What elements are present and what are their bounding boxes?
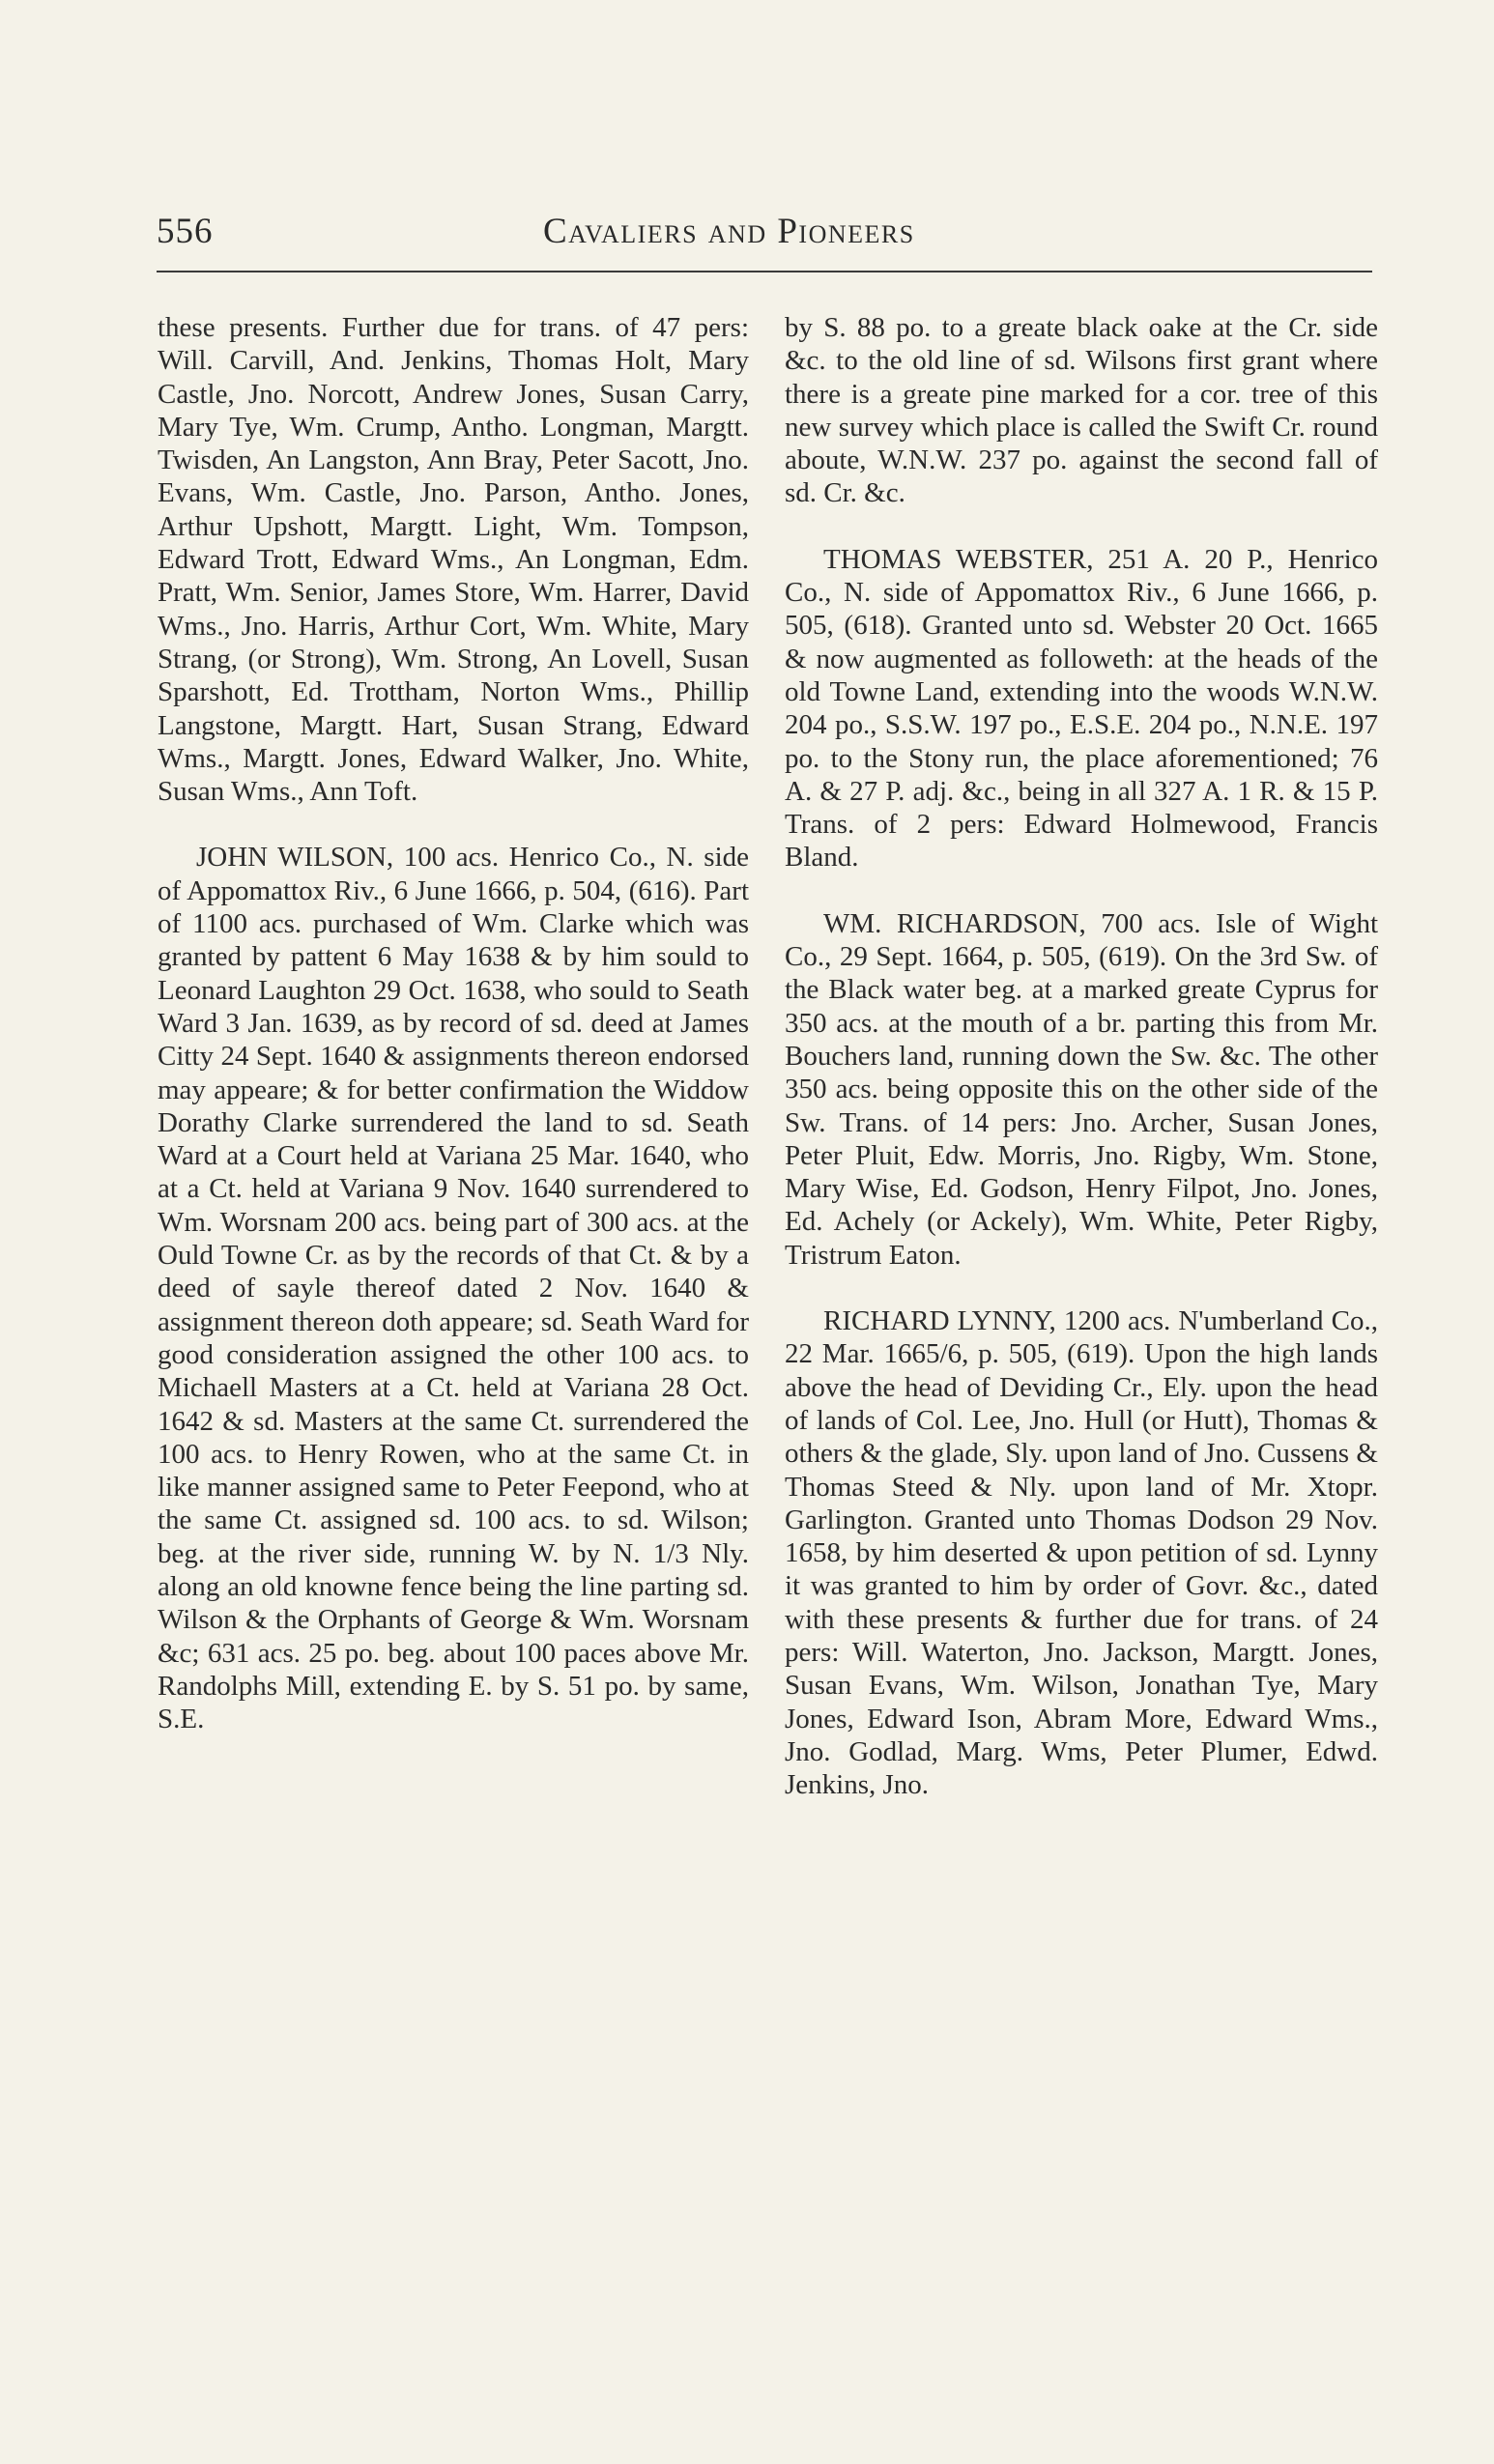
entry-richard-lynny: RICHARD LYNNY, 1200 acs. N'umberland Co., 22 Mar. 1665/6, p. 505, (619). Upon the high lands above the head of Deviding Cr., Ely. upon the head of lands of Col. Lee, Jno. Hull (or Hutt), Thomas & others & the glade, Sly. upon land of Jno. Cussens & Thomas Steed & Nly. upon land of Mr. Xtopr. Garlington. Granted unto Thomas Dodson 29 Nov. 1658, by him deserted & upon petition of sd. Lynny it was granted to him by order of Govr. &c., dated with these presents & further due for trans. of 24 pers: Will. Waterton, Jno. Jackson, Margtt. Jones, Susan Evans, Wm. Wilson, Jonathan Tye, Mary Jones, Edward Ison, Abram More, Edward Wms., Jno. Godlad, Marg. Wms, Peter Plumer, Edwd. Jenkins, Jno. [785, 1305, 1378, 1801]
entry-wm-richardson: WM. RICHARDSON, 700 acs. Isle of Wight Co., 29 Sept. 1664, p. 505, (619). On the 3rd Sw. of the Black water beg. at a marked greate Cyprus for 350 acs. at the mouth of a br. parting this from Mr. Bouchers land, running down the Sw. &c. The other 350 acs. being opposite this on the other side of the Sw. Trans. of 14 pers: Jno. Archer, Susan Jones, Peter Pluit, Edw. Morris, Jno. Rigby, Wm. Stone, Mary Wise, Ed. Godson, Henry Filpot, Jno. Jones, Ed. Achely (or Ackely), Wm. White, Peter Rigby, Tristrum Eaton. [785, 907, 1378, 1271]
continued-paragraph-right: by S. 88 po. to a greate black oake at the Cr. side &c. to the old line of sd. Wilsons first grant where there is a greate pine marked for a cor. tree of this new survey which place is called the Swift Cr. round aboute, W.N.W. 237 po. against the second fall of sd. Cr. &c. [785, 312, 1378, 509]
continued-paragraph: these presents. Further due for trans. of 47 pers: Will. Carvill, And. Jenkins, Thomas Holt, Mary Castle, Jno. Norcott, Andrew Jones, Susan Carry, Mary Tye, Wm. Crump, Antho. Longman, Margtt. Twisden, An Langston, Ann Bray, Peter Sacott, Jno. Evans, Wm. Castle, Jno. Parson, Antho. Jones, Arthur Upshott, Margtt. Light, Wm. Tompson, Edward Trott, Edward Wms., An Longman, Edm. Pratt, Wm. Senior, James Store, Wm. Harrer, David Wms., Jno. Harris, Arthur Cort, Wm. White, Mary Strang, (or Strong), Wm. Strong, An Lovell, Susan Sparshott, Ed. Trottham, Norton Wms., Phillip Langstone, Margtt. Hart, Susan Strang, Edward Wms., Margtt. Jones, Edward Walker, Jno. White, Susan Wms., Ann Toft. [158, 312, 749, 808]
left-column [158, 311, 749, 1735]
header-rule [157, 271, 1372, 272]
page-header [157, 211, 1372, 259]
page-number: 556 [157, 212, 214, 251]
running-head: Cavaliers and Pioneers [543, 212, 915, 251]
right-column [785, 311, 1378, 1801]
entry-john-wilson: JOHN WILSON, 100 acs. Henrico Co., N. side of Appomattox Riv., 6 June 1666, p. 504, (616). Part of 1100 acs. purchased of Wm. Clarke which was granted by pattent 6 May 1638 & by him sould to Leonard Laughton 29 Oct. 1638, who sould to Seath Ward 3 Jan. 1639, as by record of sd. deed at James Citty 24 Sept. 1640 & assignments thereon endorsed may appeare; & for better confirmation the Widdow Dorathy Clarke surrendered the land to sd. Seath Ward at a Court held at Variana 25 Mar. 1640, who at a Ct. held at Variana 9 Nov. 1640 surrendered to Wm. Worsnam 200 acs. being part of 300 acs. at the Ould Towne Cr. as by the records of that Ct. & by a deed of sayle thereof dated 2 Nov. 1640 & assignment thereon doth appeare; sd. Seath Ward for good consideration assigned the other 100 acs. to Michaell Masters at a Ct. held at Variana 28 Oct. 1642 & sd. Masters at the same Ct. surrendered the 100 acs. to Henry Rowen, who at the same Ct. in like manner assigned same to Peter Feepond, who at the same Ct. assigned sd. 100 acs. to sd. Wilson; beg. at the river side, running W. by N. 1/3 Nly. along an old knowne fence being the line parting sd. Wilson & the Orphants of George & Wm. Worsnam &c; 631 acs. 25 po. beg. about 100 paces above Mr. Randolphs Mill, extending E. by S. 51 po. by same, S.E. [158, 842, 749, 1735]
entry-thomas-webster: THOMAS WEBSTER, 251 A. 20 P., Henrico Co., N. side of Appomattox Riv., 6 June 1666, p. 505, (618). Granted unto sd. Webster 20 Oct. 1665 & now augmented as followeth: at the heads of the old Towne Land, extending into the woods W.N.W. 204 po., S.S.W. 197 po., E.S.E. 204 po., N.N.E. 197 po. to the Stony run, the place aforementioned; 76 A. & 27 P. adj. &c., being in all 327 A. 1 R. & 15 P. Trans. of 2 pers: Edward Holmewood, Francis Bland. [785, 543, 1378, 874]
